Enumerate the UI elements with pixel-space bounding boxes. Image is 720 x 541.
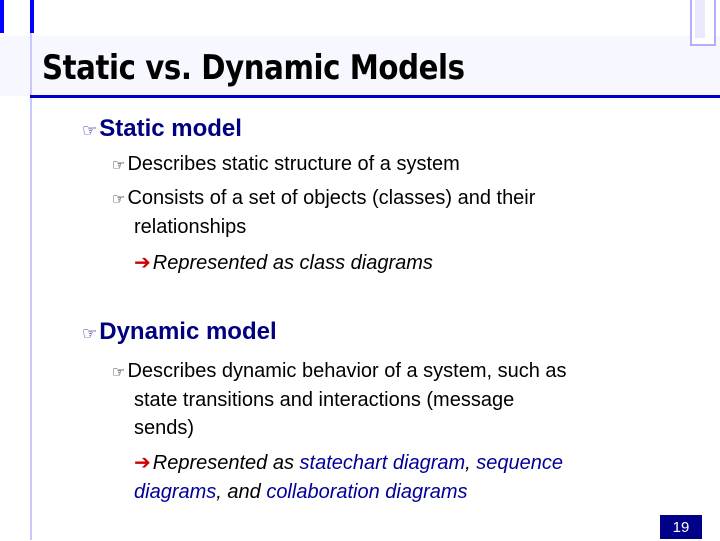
bullet-text: Consists of a set of objects (classes) and their xyxy=(127,187,536,209)
page-number: 19 xyxy=(660,515,702,539)
bullet-static-model xyxy=(82,115,242,143)
bullet-static-item-2 xyxy=(112,184,535,214)
pointing-hand-small-icon: ☞ xyxy=(112,157,126,174)
conjunction: , and xyxy=(216,481,267,503)
sub-bullet-static xyxy=(134,249,433,278)
bullet-dynamic-heading: Dynamic model xyxy=(99,318,277,345)
top-right-frame-inner xyxy=(695,0,705,38)
bullet-text: state transitions and interactions (message xyxy=(134,389,515,411)
bullet-static-item-1 xyxy=(112,150,460,180)
bullet-text: Describes dynamic behavior of a system, such as xyxy=(127,360,567,382)
sub-bullet-text: Represented as xyxy=(152,452,300,474)
bullet-text: relationships xyxy=(134,216,247,238)
pointing-hand-icon: ☞ xyxy=(82,324,98,343)
bullet-dynamic-model xyxy=(82,318,277,346)
sequence-term: sequence xyxy=(476,452,564,474)
collaboration-term: collaboration diagrams xyxy=(266,481,468,503)
pointing-hand-icon: ☞ xyxy=(82,121,98,140)
sub-bullet-dynamic-cont xyxy=(134,478,468,507)
bullet-text: Describes static structure of a system xyxy=(127,153,460,175)
bullet-dynamic-item-1-cont2 xyxy=(134,414,194,443)
pointing-hand-small-icon: ☞ xyxy=(112,191,126,208)
title-underline xyxy=(30,95,720,98)
bullet-dynamic-item-1 xyxy=(112,357,567,387)
statechart-term: statechart diagram xyxy=(299,452,466,474)
separator: , xyxy=(465,452,477,474)
sub-bullet-text: Represented as class diagrams xyxy=(152,252,433,274)
top-left-frame-inner xyxy=(4,0,30,33)
right-arrow-icon: ➔ xyxy=(134,452,151,474)
right-arrow-icon: ➔ xyxy=(134,252,151,274)
bullet-static-item-2-cont xyxy=(134,213,246,242)
bullet-text: sends) xyxy=(134,417,195,439)
sub-bullet-dynamic xyxy=(134,449,563,478)
diagrams-term: diagrams xyxy=(134,481,217,503)
pointing-hand-small-icon: ☞ xyxy=(112,364,126,381)
left-frame-line xyxy=(30,0,32,540)
bullet-dynamic-item-1-cont xyxy=(134,386,514,415)
bullet-static-heading: Static model xyxy=(99,115,242,142)
page-title: Static vs. Dynamic Models xyxy=(42,48,465,88)
